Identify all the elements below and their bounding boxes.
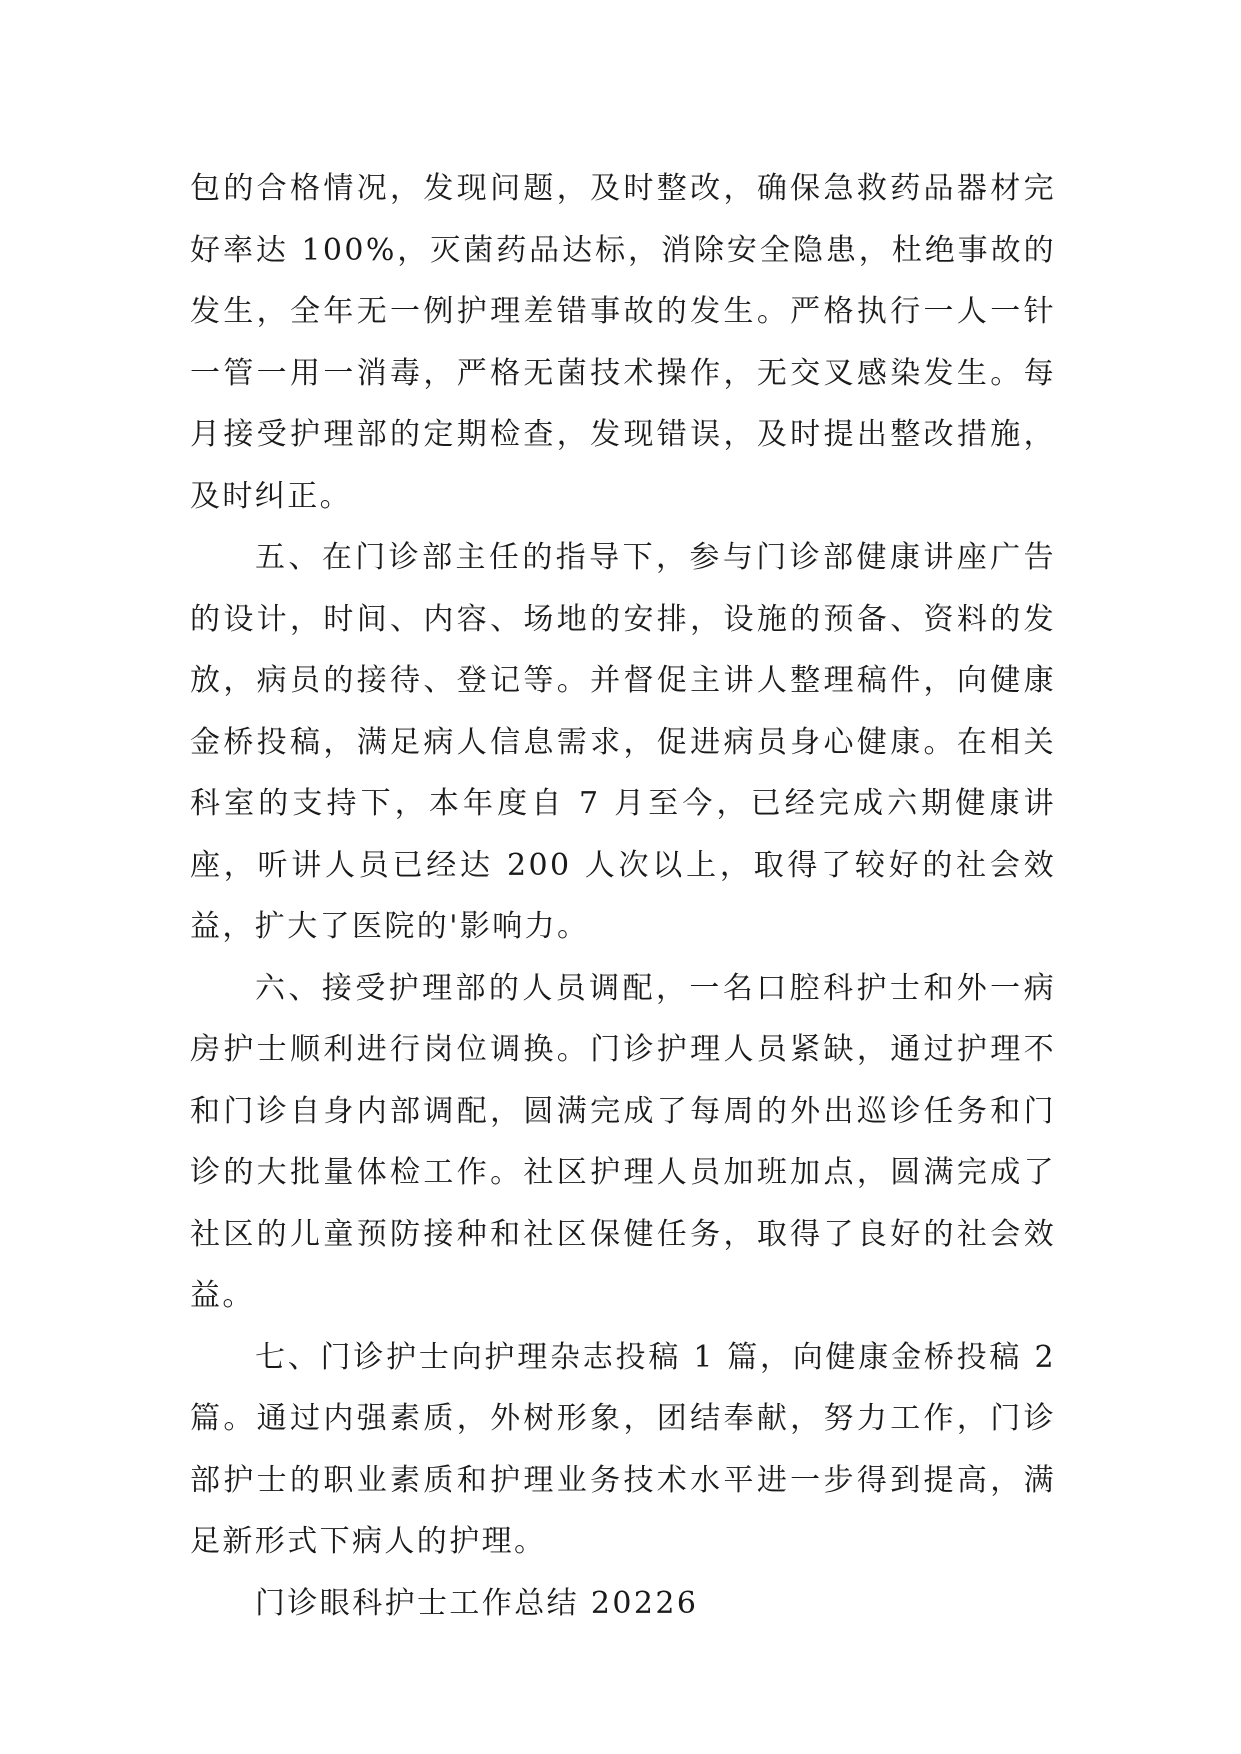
paragraph-section-five: 五、在门诊部主任的指导下，参与门诊部健康讲座广告的设计，时间、内容、场地的安排，设施的预备、资料的发放，病员的接待、登记等。并督促主讲人整理稿件，向健康金桥投稿，满足病人信息需求，促进病员身心健康。在相关科室的支持下，本年度自 7 月至今，已经完成六期健康讲座，听讲人员已经达 200 人次以上，取得了较好的社会效益，扩大了医院的'影响力。 [190, 540, 1056, 944]
paragraph-continuation: 包的合格情况，发现问题，及时整改，确保急救药品器材完好率达 100%，灭菌药品达标，消除安全隐患，杜绝事故的发生，全年无一例护理差错事故的发生。严格执行一人一针一管一用一消毒，严格无菌技术操作，无交叉感染发生。每月接受护理部的定期检查，发现错误，及时提出整改措施，及时纠正。 [190, 171, 1056, 514]
closing-heading: 门诊眼科护士工作总结 20226 [255, 1585, 699, 1621]
document-body [190, 158, 1056, 1634]
paragraph-section-six: 六、接受护理部的人员调配，一名口腔科护士和外一病房护士顺利进行岗位调换。门诊护理人员紧缺，通过护理不和门诊自身内部调配，圆满完成了每周的外出巡诊任务和门诊的大批量体检工作。社区护理人员加班加点，圆满完成了社区的儿童预防接种和社区保健任务，取得了良好的社会效益。 [190, 970, 1056, 1313]
paragraph-section-seven: 七、门诊护士向护理杂志投稿 1 篇，向健康金桥投稿 2 篇。通过内强素质，外树形象，团结奉献，努力工作，门诊部护士的职业素质和护理业务技术水平进一步得到提高，满足新形式下病人的护理。 [190, 1339, 1056, 1559]
